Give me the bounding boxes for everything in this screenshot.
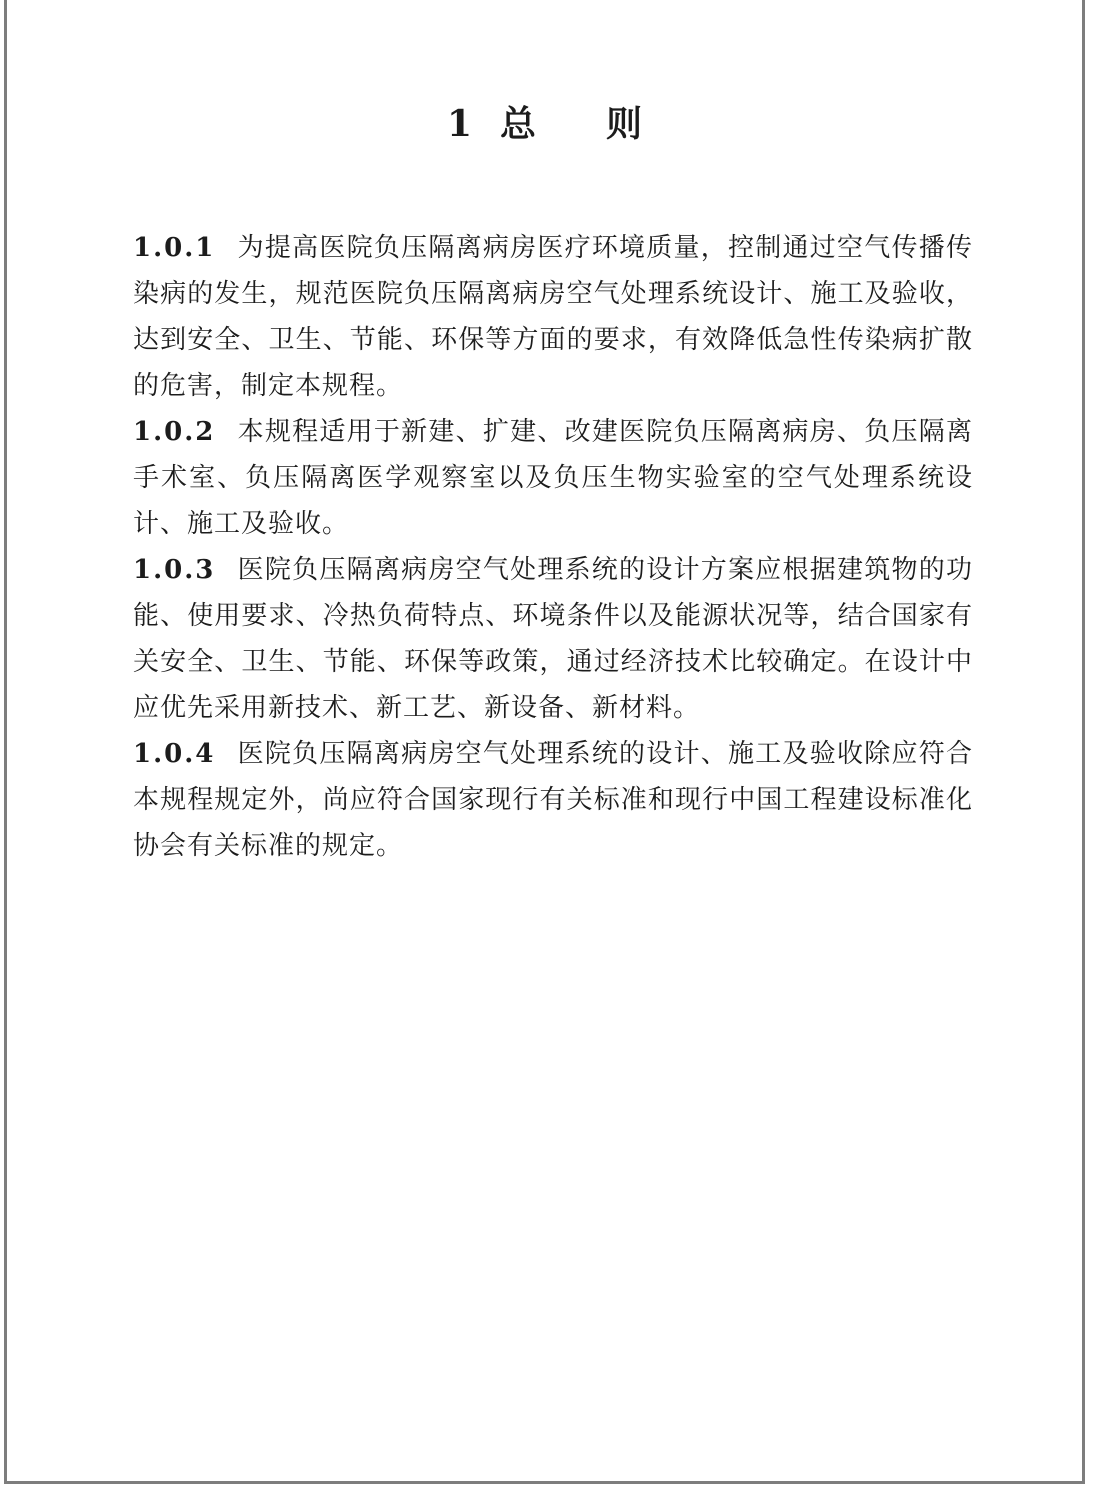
clause-number: 1.0.1: [133, 233, 216, 263]
clause-1-0-2: [133, 409, 973, 547]
chapter-title: [7, 96, 1082, 147]
clause-text: 本规程适用于新建、扩建、改建医院负压隔离病房、负压隔离手术室、负压隔离医学观察室以及负压生物实验室的空气处理系统设计、施工及验收。: [133, 417, 973, 539]
clause-text: 为提高医院负压隔离病房医疗环境质量，控制通过空气传播传染病的发生，规范医院负压隔离病房空气处理系统设计、施工及验收，达到安全、卫生、节能、环保等方面的要求，有效降低急性传染病扩散的危害，制定本规程。: [133, 233, 973, 401]
clause-1-0-1: [133, 225, 973, 409]
clause-1-0-3: [133, 547, 973, 731]
clause-number: 1.0.3: [133, 555, 216, 585]
clause-text: 医院负压隔离病房空气处理系统的设计方案应根据建筑物的功能、使用要求、冷热负荷特点、环境条件以及能源状况等，结合国家有关安全、卫生、节能、环保等政策，通过经济技术比较确定。在设计中应优先采用新技术、新工艺、新设备、新材料。: [133, 555, 973, 723]
clause-text: 医院负压隔离病房空气处理系统的设计、施工及验收除应符合本规程规定外，尚应符合国家现行有关标准和现行中国工程建设标准化协会有关标准的规定。: [133, 739, 973, 861]
chapter-name: 总则: [500, 103, 713, 145]
clause-1-0-4: [133, 731, 973, 869]
clause-number: 1.0.4: [133, 739, 216, 769]
chapter-number: 1: [446, 103, 475, 145]
clause-number: 1.0.2: [133, 417, 216, 447]
clause-list: [133, 225, 973, 869]
document-page: [4, 0, 1085, 1484]
